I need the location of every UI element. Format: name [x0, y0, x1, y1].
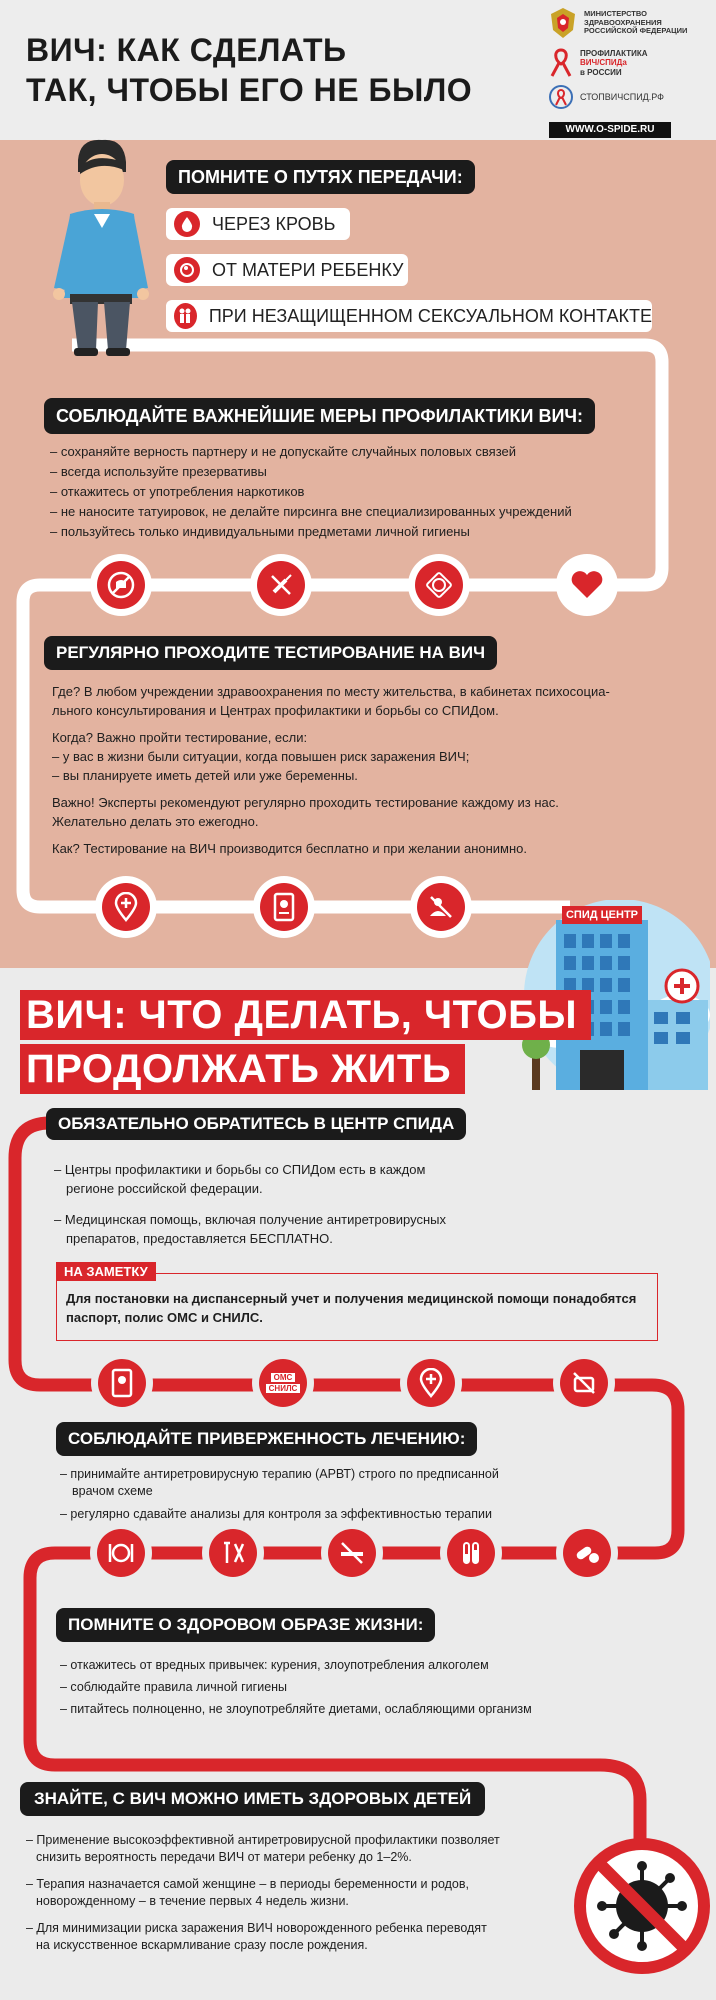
couple-icon [174, 303, 197, 329]
testing-important: Важно! Эксперты рекомендуют регулярно проходить тестирование каждому из нас. Желательно делать это ежегодно. [52, 795, 559, 829]
note-text: Для постановки на диспансерный учет и получения медицинской помощи понадобятся паспорт, полис ОМС и СНИЛС. [66, 1291, 637, 1325]
oms-snils-circle [252, 1352, 314, 1414]
location-plus-icon [407, 1359, 455, 1407]
man-illustration [40, 138, 160, 358]
coat-of-arms-icon [548, 6, 578, 40]
condom-icon [415, 561, 463, 609]
list-item: – соблюдайте правила личной гигиены [60, 1680, 288, 1694]
section2-title-line-1: ВИЧ: ЧТО ДЕЛАТЬ, ЧТОБЫ [20, 990, 591, 1040]
list-item: – регулярно сдавайте анализы для контроля за эффективностью терапии [60, 1507, 492, 1521]
transmission-item-blood: ЧЕРЕЗ КРОВЬ [166, 208, 350, 240]
prevention-heading: СОБЛЮДАЙТЕ ВАЖНЕЙШИЕ МЕРЫ ПРОФИЛАКТИКИ ВИЧ: [44, 398, 595, 434]
list-item: – Центры профилактики и борьбы со СПИДом есть в каждом регионе российской федерации. [54, 1162, 426, 1196]
list-item: – откажитесь от употребления наркотиков [50, 484, 305, 499]
no-sex-icon [97, 561, 145, 609]
transmission-heading: ПОМНИТЕ О ПУТЯХ ПЕРЕДАЧИ: [166, 160, 475, 194]
section2-title [20, 990, 591, 1094]
pills-icon [563, 1529, 611, 1577]
aids-center-sign: СПИД ЦЕНТР [565, 909, 639, 921]
transmission-item-mother: ОТ МАТЕРИ РЕБЕНКУ [166, 254, 408, 286]
children-list [26, 1832, 586, 1962]
anonymous-icon [417, 883, 465, 931]
prevention-logo-text: ПРОФИЛАКТИКА ВИЧ/СПИДа в РОССИИ [580, 48, 648, 77]
testing-when: Когда? Важно пройти тестирование, если: – у вас в жизни были ситуации, когда повышен риск заражения ВИЧ; – вы планируете иметь детей или уже беременны. [52, 730, 470, 783]
condom-circle [408, 554, 470, 616]
list-item: – откажитесь от вредных привычек: курения, злоупотребления алкоголем [60, 1658, 489, 1672]
list-item: – Для минимизации риска заражения ВИЧ новорожденного ребенка переводят на искусственное вскармливание сразу после рождения. [26, 1921, 487, 1952]
lifestyle-list [60, 1654, 532, 1720]
fetus-icon [174, 257, 200, 283]
no-drugs-circle [250, 554, 312, 616]
anonymous-circle [410, 876, 472, 938]
list-item: – всегда используйте презервативы [50, 464, 267, 479]
no-casual-sex-circle [90, 554, 152, 616]
hygiene-circle [202, 1522, 264, 1584]
adherence-heading: СОБЛЮДАЙТЕ ПРИВЕРЖЕННОСТЬ ЛЕЧЕНИЮ: [56, 1422, 477, 1456]
transmission-item-sexual: ПРИ НЕЗАЩИЩЕННОМ СЕКСУАЛЬНОМ КОНТАКТЕ [166, 300, 652, 332]
location-circle [95, 876, 157, 938]
list-item: – Терапия назначается самой женщине – в периоды беременности и родов, новорожденному – в течение первых 4 недель жизни. [26, 1877, 469, 1908]
no-smoking-icon [328, 1529, 376, 1577]
no-smoking-circle [321, 1522, 383, 1584]
main-title-line-1: ВИЧ: КАК СДЕЛАТЬ [26, 32, 347, 68]
list-item: – Медицинская помощь, включая получение антиретровирусных препаратов, предоставляется БЕСПЛАТНО. [54, 1212, 446, 1246]
pills-circle [556, 1522, 618, 1584]
syringe-crossed-icon [257, 561, 305, 609]
list-item: – пользуйтесь только индивидуальными предметами личной гигиены [50, 524, 470, 539]
ministry-logo [548, 6, 708, 40]
main-title-line-2: ТАК, ЧТОБЫ ЕГО НЕ БЫЛО [26, 72, 473, 108]
section2-title-line-2: ПРОДОЛЖАТЬ ЖИТЬ [20, 1044, 465, 1094]
stop-aids-logo [548, 84, 708, 110]
passport-doc-circle [91, 1352, 153, 1414]
prevention-list [50, 442, 572, 542]
razor-scissors-icon [209, 1529, 257, 1577]
test-tubes-icon [447, 1529, 495, 1577]
passport-circle [253, 876, 315, 938]
location-plus-icon [102, 883, 150, 931]
fidelity-circle [556, 554, 618, 616]
passport-document-icon [98, 1359, 146, 1407]
stop-aids-text: СТОПВИЧСПИД.РФ [580, 92, 665, 102]
virus-prohibited-icon [572, 1836, 712, 1976]
list-item: – принимайте антиретровирусную терапию (АРВТ) строго по предписанной врачом схеме [60, 1467, 499, 1498]
free-care-circle [553, 1352, 615, 1414]
main-title [26, 30, 472, 110]
ministry-text: МИНИСТЕРСТВО ЗДРАВООХРАНЕНИЯ РОССИЙСКОЙ ФЕДЕРАЦИИ [584, 9, 688, 36]
list-item: – не наносите татуировок, не делайте пирсинга вне специализированных учреждений [50, 504, 572, 519]
testing-where: Где? В любом учреждении здравоохранения по месту жительства, в кабинетах психосоциа- льного консультирования и Центрах профилактики и борьбы со СПИДом. [52, 684, 610, 718]
note-label: НА ЗАМЕТКУ [56, 1262, 156, 1281]
contact-center-heading: ОБЯЗАТЕЛЬНО ОБРАТИТЕСЬ В ЦЕНТР СПИДА [46, 1108, 466, 1140]
heart-icon [563, 561, 611, 609]
list-item: – питайтесь полноценно, не злоупотребляйте диетами, ослабляющими организм [60, 1702, 532, 1716]
logos-block [548, 6, 708, 110]
testing-heading: РЕГУЛЯРНО ПРОХОДИТЕ ТЕСТИРОВАНИЕ НА ВИЧ [44, 636, 497, 670]
wallet-crossed-icon [560, 1359, 608, 1407]
center-location-circle [400, 1352, 462, 1414]
lifestyle-heading: ПОМНИТЕ О ЗДОРОВОМ ОБРАЗЕ ЖИЗНИ: [56, 1608, 435, 1642]
oms-snils-cards-icon [259, 1359, 307, 1407]
passport-icon [260, 883, 308, 931]
testing-text [52, 682, 672, 866]
prevention-logo [548, 48, 708, 78]
nutrition-circle [90, 1522, 152, 1584]
list-item: – Применение высокоэффективной антиретровирусной профилактики позволяет снизить вероятность передачи ВИЧ от матери ребенку до 1–2%. [26, 1833, 500, 1864]
children-heading: ЗНАЙТЕ, С ВИЧ МОЖНО ИМЕТЬ ЗДОРОВЫХ ДЕТЕЙ [20, 1782, 485, 1816]
snils-card-label: СНИЛС [266, 1384, 301, 1393]
stop-aids-icon [548, 84, 574, 110]
testing-how: Как? Тестирование на ВИЧ производится бесплатно и при желании анонимно. [52, 841, 528, 856]
blood-drop-icon [174, 211, 200, 237]
contact-center-list [54, 1160, 574, 1256]
red-ribbon-icon [548, 48, 574, 78]
plate-cutlery-icon [97, 1529, 145, 1577]
list-item: – сохраняйте верность партнеру и не допускайте случайных половых связей [50, 444, 517, 459]
oms-card-label: ОМС [271, 1373, 296, 1382]
lab-tests-circle [440, 1522, 502, 1584]
site-url-link[interactable]: WWW.O-SPIDE.RU [549, 122, 671, 138]
